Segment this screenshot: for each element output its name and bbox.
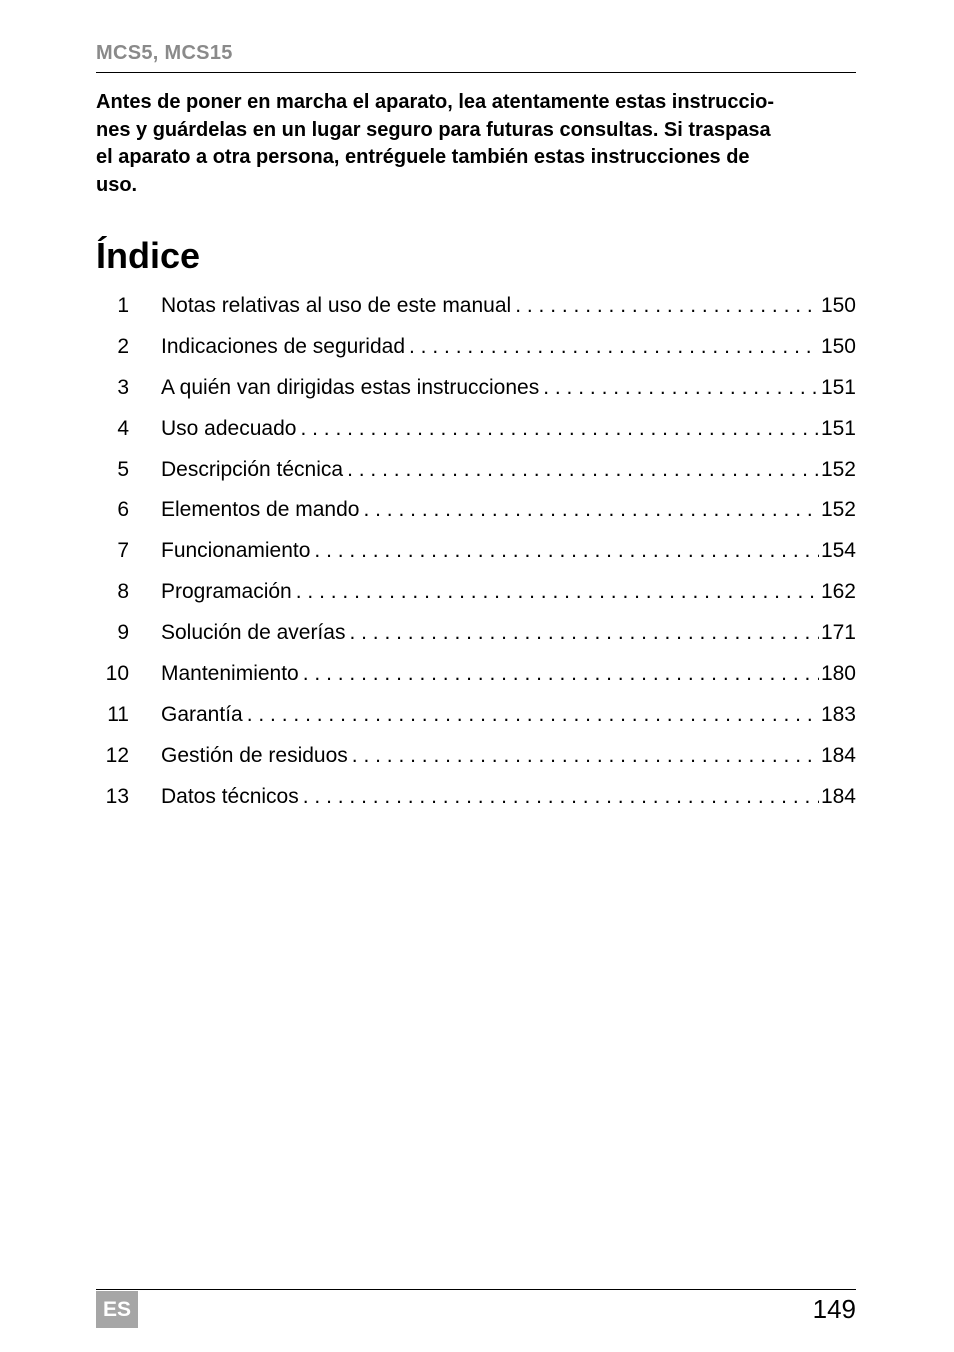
toc-leader-dots [363,490,818,531]
toc-number: 6 [117,498,129,522]
toc-page-number: 150 [820,294,856,317]
toc-number: 13 [105,784,129,808]
toc-title: Solución de averías [161,621,346,645]
toc-title: Funcionamiento [161,539,311,563]
toc-title: Programación [161,580,292,604]
toc-entry[interactable] [96,286,856,327]
toc-leader-dots [303,777,819,818]
toc-page-number: 154 [820,539,856,563]
toc-entry[interactable] [96,327,856,368]
toc-number: 7 [117,539,129,563]
toc-page-number: 183 [820,702,856,726]
toc-entry[interactable] [96,613,856,654]
table-of-contents [96,286,856,818]
toc-page-number: 151 [820,416,856,440]
toc-number: 1 [117,294,129,317]
toc-title: Uso adecuado [161,416,297,440]
language-badge: ES [96,1291,138,1328]
toc-entry[interactable] [96,409,856,450]
toc-entry[interactable] [96,368,856,409]
intro-line: Antes de poner en marcha el aparato, lea atentamente estas instruccio- [96,91,775,113]
toc-page-number: 151 [820,375,856,399]
toc-title: Elementos de mando [161,498,360,522]
toc-leader-dots [347,450,819,491]
toc-page-number: 171 [820,621,856,645]
toc-number: 11 [107,702,129,726]
toc-page-number: 152 [820,457,856,481]
toc-leader-dots [247,695,819,736]
toc-leader-dots [515,286,819,327]
toc-leader-dots [300,409,819,450]
intro-paragraph [96,89,856,199]
toc-entry[interactable] [96,736,856,777]
toc-leader-dots [409,327,819,368]
intro-line: uso. [96,173,138,196]
toc-number: 10 [105,662,129,686]
toc-page-number: 162 [820,580,856,604]
toc-page-number: 184 [820,784,856,808]
toc-title: Datos técnicos [161,784,299,808]
toc-title: A quién van dirigidas estas instrucciones [161,375,540,399]
toc-leader-dots [314,531,819,572]
toc-number: 9 [117,621,129,645]
toc-page-number: 150 [820,334,856,358]
toc-page-number: 180 [820,662,856,686]
toc-entry[interactable] [96,531,856,572]
toc-page-number: 152 [820,498,856,522]
toc-title: Gestión de residuos [161,743,348,767]
toc-entry[interactable] [96,490,856,531]
header-model-label: MCS5, MCS15 [96,42,233,64]
toc-number: 4 [117,416,129,440]
header-divider [96,72,856,73]
toc-leader-dots [303,654,819,695]
toc-leader-dots [296,572,819,613]
toc-entry[interactable] [96,572,856,613]
intro-line: nes y guárdelas en un lugar seguro para futuras consultas. Si traspasa [96,118,771,141]
toc-title: Indicaciones de seguridad [161,334,406,358]
toc-title: Garantía [161,702,243,726]
toc-entry[interactable] [96,654,856,695]
toc-title: Notas relativas al uso de este manual [161,294,512,317]
toc-entry[interactable] [96,777,856,818]
toc-entry[interactable] [96,695,856,736]
toc-number: 2 [117,334,129,358]
intro-line: el aparato a otra persona, entréguele también estas instrucciones de [96,146,750,168]
toc-leader-dots [543,368,819,409]
toc-leader-dots [349,613,819,654]
toc-number: 3 [117,375,129,399]
footer-divider [96,1289,856,1290]
page-number: 149 [812,1294,856,1324]
toc-number: 8 [117,580,129,604]
toc-entry[interactable] [96,450,856,491]
toc-leader-dots [352,736,819,777]
toc-title: Mantenimiento [161,662,299,686]
toc-number: 12 [105,743,129,767]
toc-title: Descripción técnica [161,457,344,481]
page-title: Índice [96,235,201,276]
toc-number: 5 [117,457,129,481]
toc-page-number: 184 [820,743,856,767]
